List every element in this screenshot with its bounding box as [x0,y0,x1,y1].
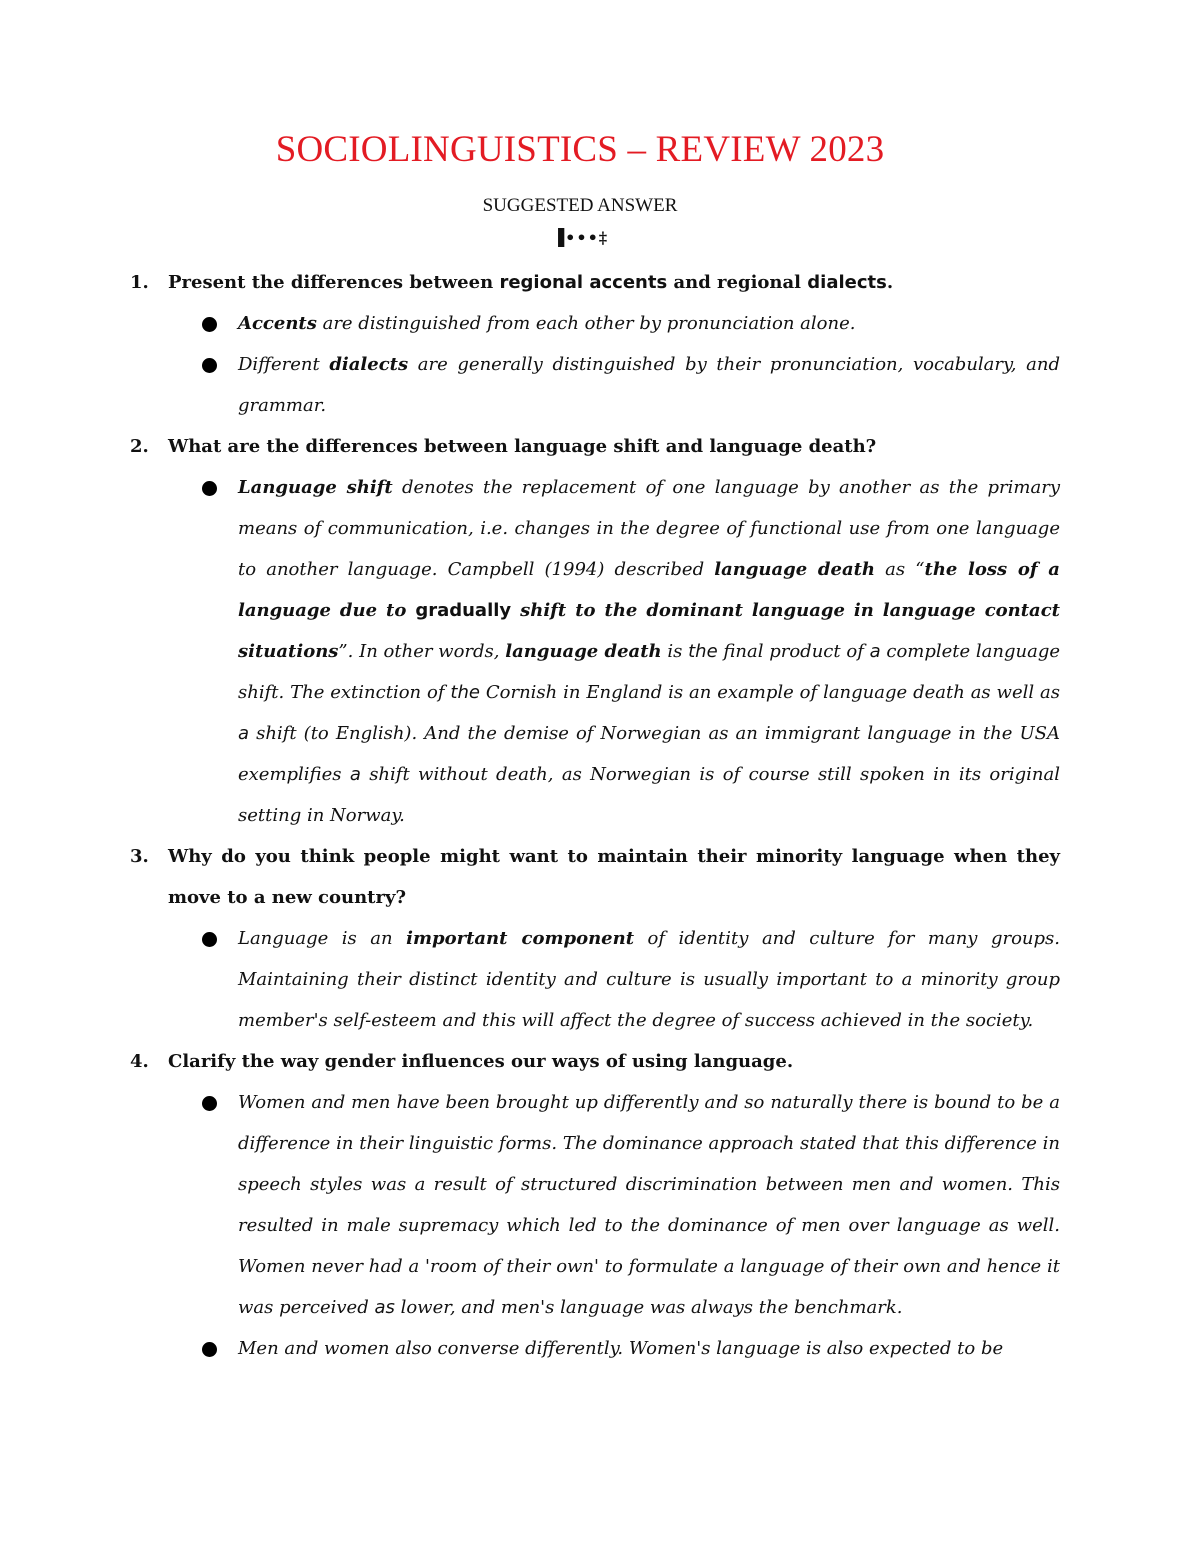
question-text: Present the differences between regional accents and regional dialects. [168,272,894,293]
answer-text: Women and men have been brought up differently and so naturally there is bound to be a difference in their linguistic forms. The dominance approach stated that this difference in speech styles was a result of structured discrimination between men and women. This resulted in male supremacy which led to the dominance of men over language as well. Women never had a 'room of their own' to formulate a language of their own and hence it was perceived as lower, and men's language was always the benchmark. [238,1092,1060,1318]
question-3 [130,836,1060,918]
answer-bullet [238,1328,1060,1369]
bullet-icon [202,932,217,947]
question-2 [130,426,1060,467]
answer-text: Language shift denotes the replacement of one language by another as the primary means of communication, i.e. changes in the degree of functional use from one language to another language. Campbell (1994) described language death as “the loss of a language due to gradually shift to the dominant language in language contact situations”. In other words, language death is the final product of a complete language shift. The extinction of the Cornish in England is an example of language death as well as a shift (to English). And the demise of Norwegian as an immigrant language in the USA exemplifies a shift without death, as Norwegian is of course still spoken in its original setting in Norway. [238,477,1061,826]
question-list [130,262,1060,1369]
bullet-icon [202,1342,217,1357]
bullet-icon [202,317,217,332]
answer-bullet [238,918,1060,1041]
ornament-glyphs: ▐•••‡ [551,228,609,247]
question-number: 2. [130,436,149,457]
answer-bullet [238,303,1060,344]
question-text: Clarify the way gender influences our ways of using language. [168,1051,794,1072]
answer-text: Language is an important component of identity and culture for many groups. Maintaining their distinct identity and culture is usually important to a minority group member's self-esteem and this will affect the degree of success achieved in the society. [238,928,1060,1031]
bullet-icon [202,1096,217,1111]
bullet-icon [202,481,217,496]
answer-bullet [238,344,1060,426]
document-subtitle: SUGGESTED ANSWER [482,195,678,216]
answer-text: Different dialects are generally distinguished by their pronunciation, vocabulary, and grammar. [238,354,1060,416]
answer-text: Men and women also converse differently. Women's language is also expected to be [238,1338,1004,1359]
bullet-icon [202,358,217,373]
question-text: Why do you think people might want to maintain their minority language when they move to a new country? [168,846,1060,908]
answer-bullet [238,467,1060,836]
question-4 [130,1041,1060,1082]
document-title: SOCIOLINGUISTICS – REVIEW 2023 [275,129,885,170]
answer-text: Accents are distinguished from each other by pronunciation alone. [238,313,856,334]
answer-bullet [238,1082,1060,1328]
question-text: What are the differences between language shift and language death? [168,436,877,457]
question-number: 3. [130,846,149,867]
question-number: 1. [130,272,149,293]
question-1 [130,262,1060,303]
question-number: 4. [130,1051,149,1072]
